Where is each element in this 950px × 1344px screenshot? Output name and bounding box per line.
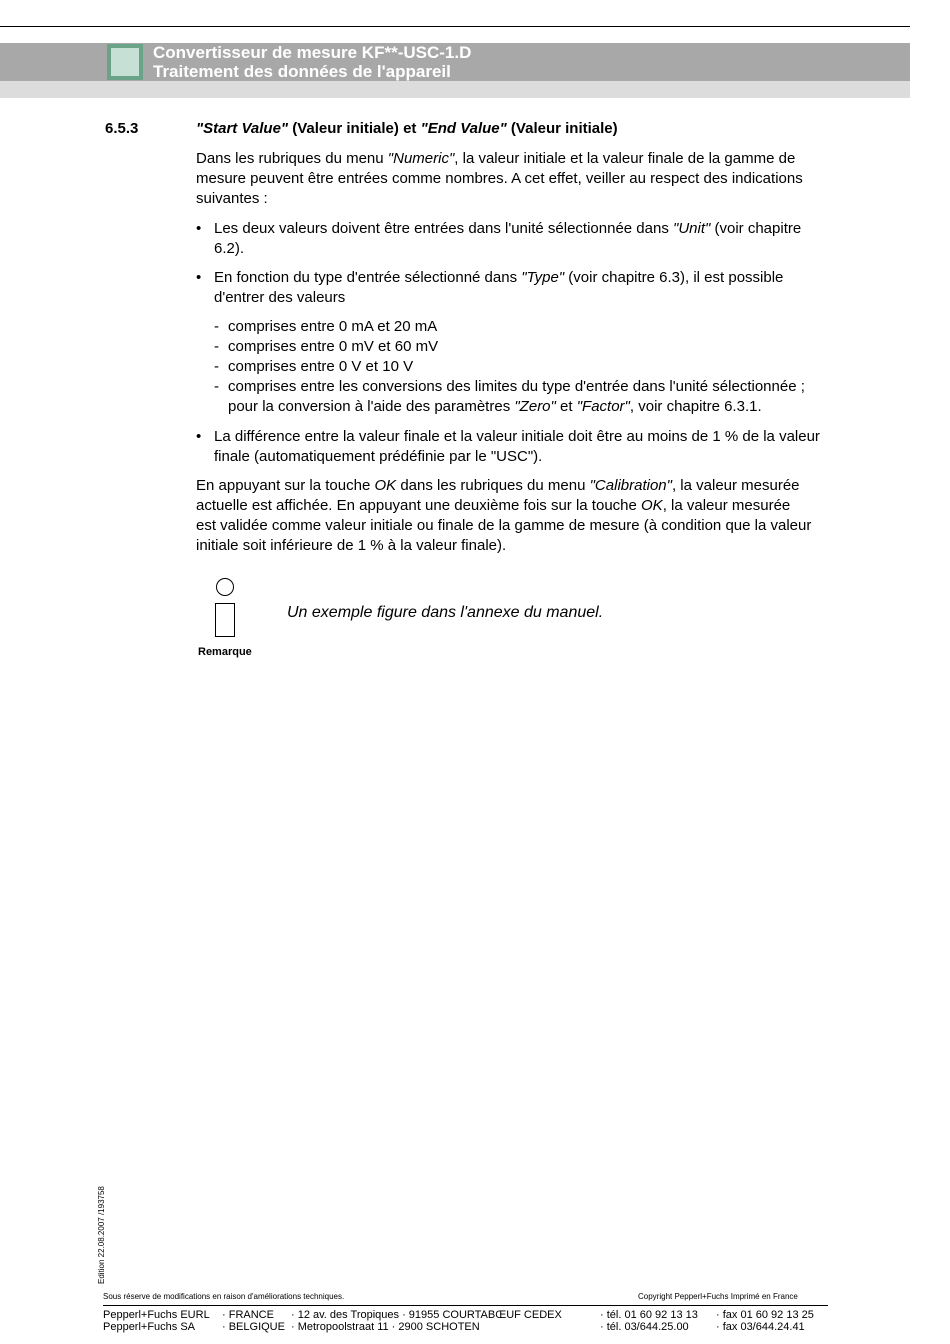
section-title: "Start Value" (Valeur initiale) et "End Value" (Valeur initiale) [196, 120, 618, 137]
header-logo-square-inner [111, 48, 139, 76]
dash-marker: - [214, 358, 219, 375]
intro-line: suivantes : [196, 190, 268, 207]
section-number: 6.5.3 [105, 120, 139, 137]
dash-marker: - [214, 338, 219, 355]
note-text: Un exemple figure dans l'annexe du manuel. [287, 604, 604, 621]
edition-text: Edition 22.08.2007 /193758 [97, 1186, 106, 1284]
dash-item-v: comprises entre 0 V et 10 V [228, 358, 414, 375]
dash-marker: - [214, 378, 219, 395]
note-label: Remarque [198, 646, 252, 658]
dash-item-mv: comprises entre 0 mV et 60 mV [228, 338, 439, 355]
bullet-type: En fonction du type d'entrée sélectionné dans "Type" (voir chapitre 6.3), il est possible d'entrer des valeurs [214, 269, 784, 306]
info-icon [215, 603, 235, 637]
footer-reserve: Sous réserve de modifications en raison d'améliorations techniques. [103, 1292, 345, 1301]
intro-line: mesure peuvent être entrées comme nombres. A cet effet, veiller au respect des indications [196, 170, 803, 187]
bullet-marker: • [196, 269, 202, 286]
header-band-lower [0, 81, 910, 98]
intro-line: Dans les rubriques du menu "Numeric", la valeur initiale et la valeur finale de la gamme de [196, 150, 796, 167]
calibration-paragraph: En appuyant sur la touche OK dans les rubriques du menu "Calibration", la valeur mesurée actuelle est affichée. En appuyant une deuxième fois sur la touche OK, la valeur mesurée est validée comme valeur initiale ou finale de la gamme de mesure (à condition que la valeur initiale soit inférieure de 1 % à la valeur finale). [196, 477, 812, 554]
header-title-line1: Convertisseur de mesure KF**-USC-1.D [153, 43, 472, 62]
footer-rule [103, 1305, 828, 1306]
bullet-marker: • [196, 220, 202, 237]
dash-item-ma: comprises entre 0 mA et 20 mA [228, 318, 438, 335]
intro-paragraph [196, 149, 903, 209]
bullet-unit: Les deux valeurs doivent être entrées dans l'unité sélectionnée dans "Unit" (voir chapitre 6.2). [214, 220, 802, 257]
dash-marker: - [214, 318, 219, 335]
info-icon-dot [216, 578, 234, 596]
footer-copyright: Copyright Pepperl+Fuchs Imprimé en France [638, 1292, 798, 1301]
dash-item-conversions: comprises entre les conversions des limites du type d'entrée dans l'unité sélectionnée ; pour la conversion à l'aide des paramètres "Zero" et "Factor", voir chapitre 6.3.1. [228, 378, 805, 415]
bullet-difference: La différence entre la valeur finale et la valeur initiale doit être au moins de 1 % de la valeur finale (automatiquement prédéfinie par le "USC"). [214, 428, 820, 465]
bullet-marker: • [196, 428, 202, 445]
header-top-rule [0, 26, 910, 27]
header-title-line2: Traitement des données de l'appareil [153, 62, 451, 81]
